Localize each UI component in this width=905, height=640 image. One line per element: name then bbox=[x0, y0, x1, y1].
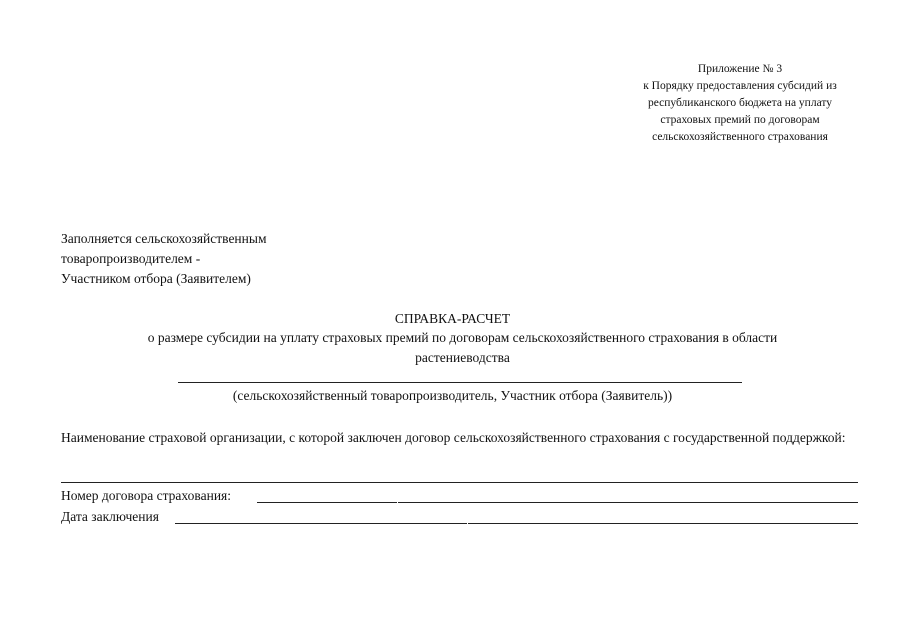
appendix-line: сельскохозяйственного страхования bbox=[652, 131, 828, 143]
contract-number-fill-line[interactable] bbox=[257, 502, 397, 503]
document-subtitle: о размере субсидии на уплату страховых премий по договорам сельскохозяйственного страхования в области растениеводства bbox=[147, 330, 778, 365]
appendix-line: к Порядку предоставления субсидий из bbox=[643, 80, 837, 92]
conclusion-date-extra-line[interactable] bbox=[468, 523, 858, 524]
insurer-label: Наименование страховой организации, с которой заключен договор сельскохозяйственного страхования с государственной поддержкой: bbox=[61, 430, 846, 445]
contract-number-label: Номер договора страхования: bbox=[61, 488, 232, 503]
filler-note-line: Заполняется сельскохозяйственным bbox=[61, 231, 267, 246]
filler-note-line: Участником отбора (Заявителем) bbox=[61, 271, 251, 286]
conclusion-date-fill-line[interactable] bbox=[175, 523, 467, 524]
document-title: СПРАВКА-РАСЧЕТ bbox=[394, 311, 511, 326]
applicant-caption: (сельскохозяйственный товаропроизводитель, Участник отбора (Заявитель)) bbox=[232, 388, 673, 403]
contract-number-extra-line[interactable] bbox=[398, 502, 858, 503]
applicant-fill-line[interactable] bbox=[178, 382, 742, 383]
conclusion-date-label: Дата заключения bbox=[61, 509, 159, 524]
appendix-line: республиканского бюджета на уплату bbox=[648, 97, 832, 109]
filler-note bbox=[61, 229, 267, 289]
filler-note-line: товаропроизводителем - bbox=[61, 251, 201, 266]
appendix-line: Приложение № 3 bbox=[697, 63, 783, 75]
appendix-line: страховых премий по договорам bbox=[660, 114, 820, 126]
appendix-reference bbox=[595, 61, 885, 146]
insurer-fill-line[interactable] bbox=[61, 482, 858, 483]
